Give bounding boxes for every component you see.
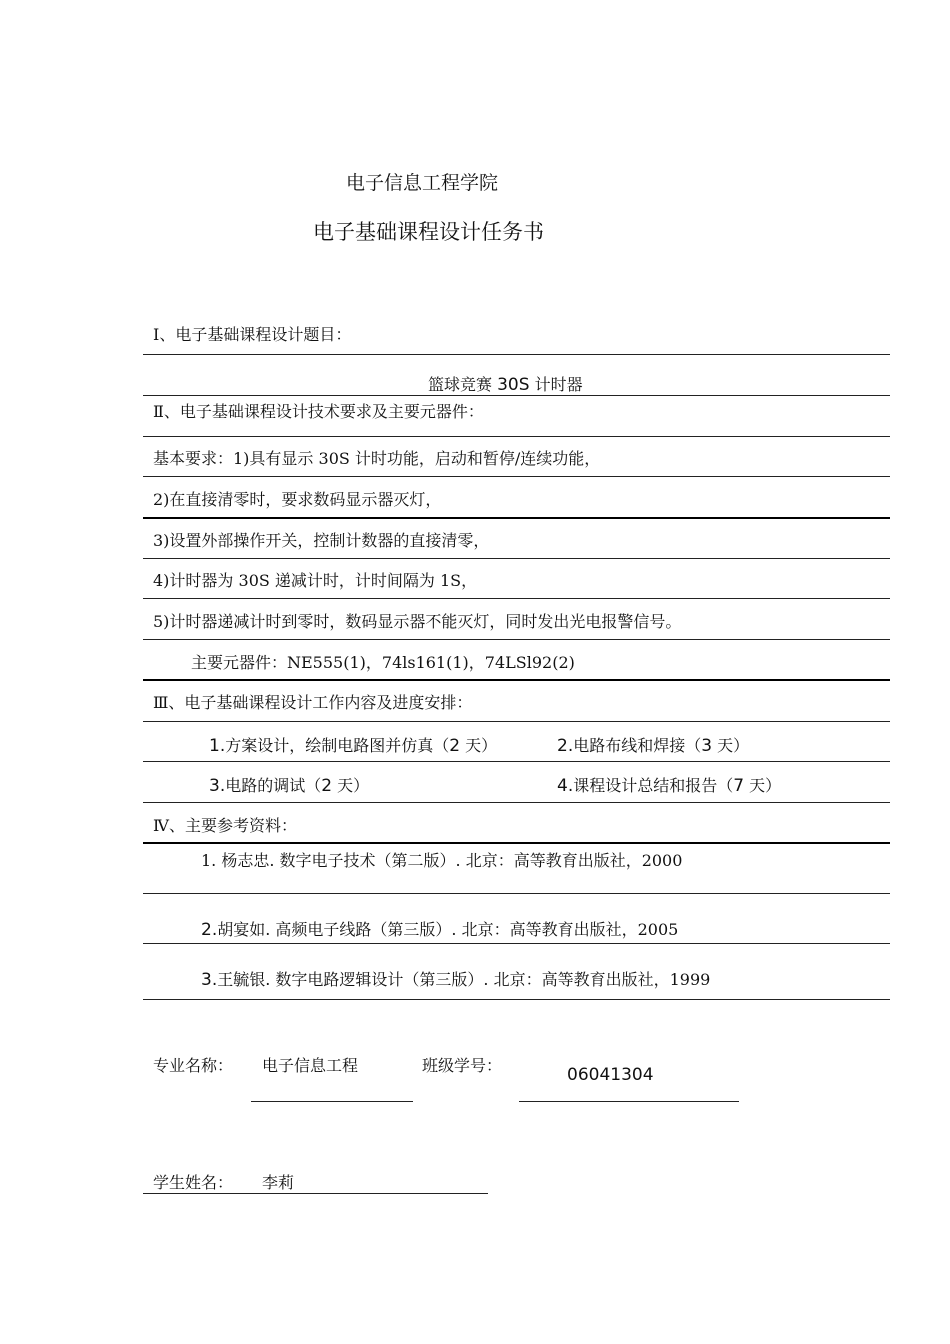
topic-mid: 30S xyxy=(497,375,530,395)
divider xyxy=(143,721,890,722)
requirement-3: 3)设置外部操作开关，控制计数器的直接清零， xyxy=(153,531,490,550)
main-components: 主要元器件：NE555(1)，74ls161(1)，74LSl92(2) xyxy=(191,653,575,672)
schedule-item-1: 1.方案设计，绘制电路图并仿真（2 天） xyxy=(209,736,498,756)
divider xyxy=(143,943,890,944)
requirement-5: 5)计时器递减计时到零时，数码显示器不能灭灯，同时发出光电报警信号。 xyxy=(153,612,682,631)
design-topic xyxy=(428,372,583,395)
topic-suffix: 计时器 xyxy=(529,375,583,394)
student-label: 学生姓名： xyxy=(153,1173,234,1192)
section2-heading: Ⅱ、电子基础课程设计技术要求及主要元器件： xyxy=(153,402,484,421)
schedule-item-3: 3.电路的调试（2 天） xyxy=(209,776,370,796)
school-name: 电子信息工程学院 xyxy=(346,172,499,194)
document-title: 电子基础课程设计任务书 xyxy=(313,220,544,244)
class-value: 06041304 xyxy=(567,1065,654,1085)
schedule-item-4: 4.课程设计总结和报告（7 天） xyxy=(557,776,782,796)
divider xyxy=(143,842,890,844)
divider xyxy=(143,761,890,762)
divider xyxy=(143,893,890,894)
topic-prefix: 篮球竞赛 xyxy=(428,375,498,394)
reference-3: 3.王毓银. 数字电路逻辑设计（第三版）. 北京：高等教育出版社，1999 xyxy=(201,970,711,990)
divider xyxy=(143,598,890,599)
divider xyxy=(143,558,890,559)
major-value: 电子信息工程 xyxy=(262,1056,359,1075)
reference-2: 2.胡宴如. 高频电子线路（第三版）. 北京：高等教育出版社，2005 xyxy=(201,920,679,940)
divider xyxy=(143,999,890,1000)
divider xyxy=(143,395,890,396)
divider xyxy=(143,354,890,355)
requirement-4: 4)计时器为 30S 递减计时，计时间隔为 1S， xyxy=(153,571,478,590)
student-value: 李莉 xyxy=(262,1173,295,1192)
divider xyxy=(143,802,890,803)
section3-heading: Ⅲ、电子基础课程设计工作内容及进度安排： xyxy=(153,693,473,712)
requirement-1: 基本要求：1)具有显示 30S 计时功能，启动和暂停/连续功能， xyxy=(153,449,601,468)
reference-1: 1. 杨志忠. 数字电子技术（第二版）. 北京：高等教育出版社，2000 xyxy=(201,851,683,870)
requirement-2: 2)在直接清零时，要求数码显示器灭灯， xyxy=(153,490,442,509)
section1-heading: Ⅰ、电子基础课程设计题目： xyxy=(153,325,352,344)
major-label: 专业名称： xyxy=(153,1056,234,1075)
divider xyxy=(143,679,890,681)
section4-heading: Ⅳ、主要参考资料： xyxy=(153,816,297,835)
class-label: 班级学号： xyxy=(422,1056,503,1075)
class-underline xyxy=(519,1101,739,1102)
divider xyxy=(143,517,890,519)
student-underline xyxy=(143,1193,488,1194)
major-underline xyxy=(251,1101,413,1102)
schedule-item-2: 2.电路布线和焊接（3 天） xyxy=(557,736,750,756)
divider xyxy=(143,639,890,640)
divider xyxy=(143,476,890,477)
divider xyxy=(143,436,890,437)
